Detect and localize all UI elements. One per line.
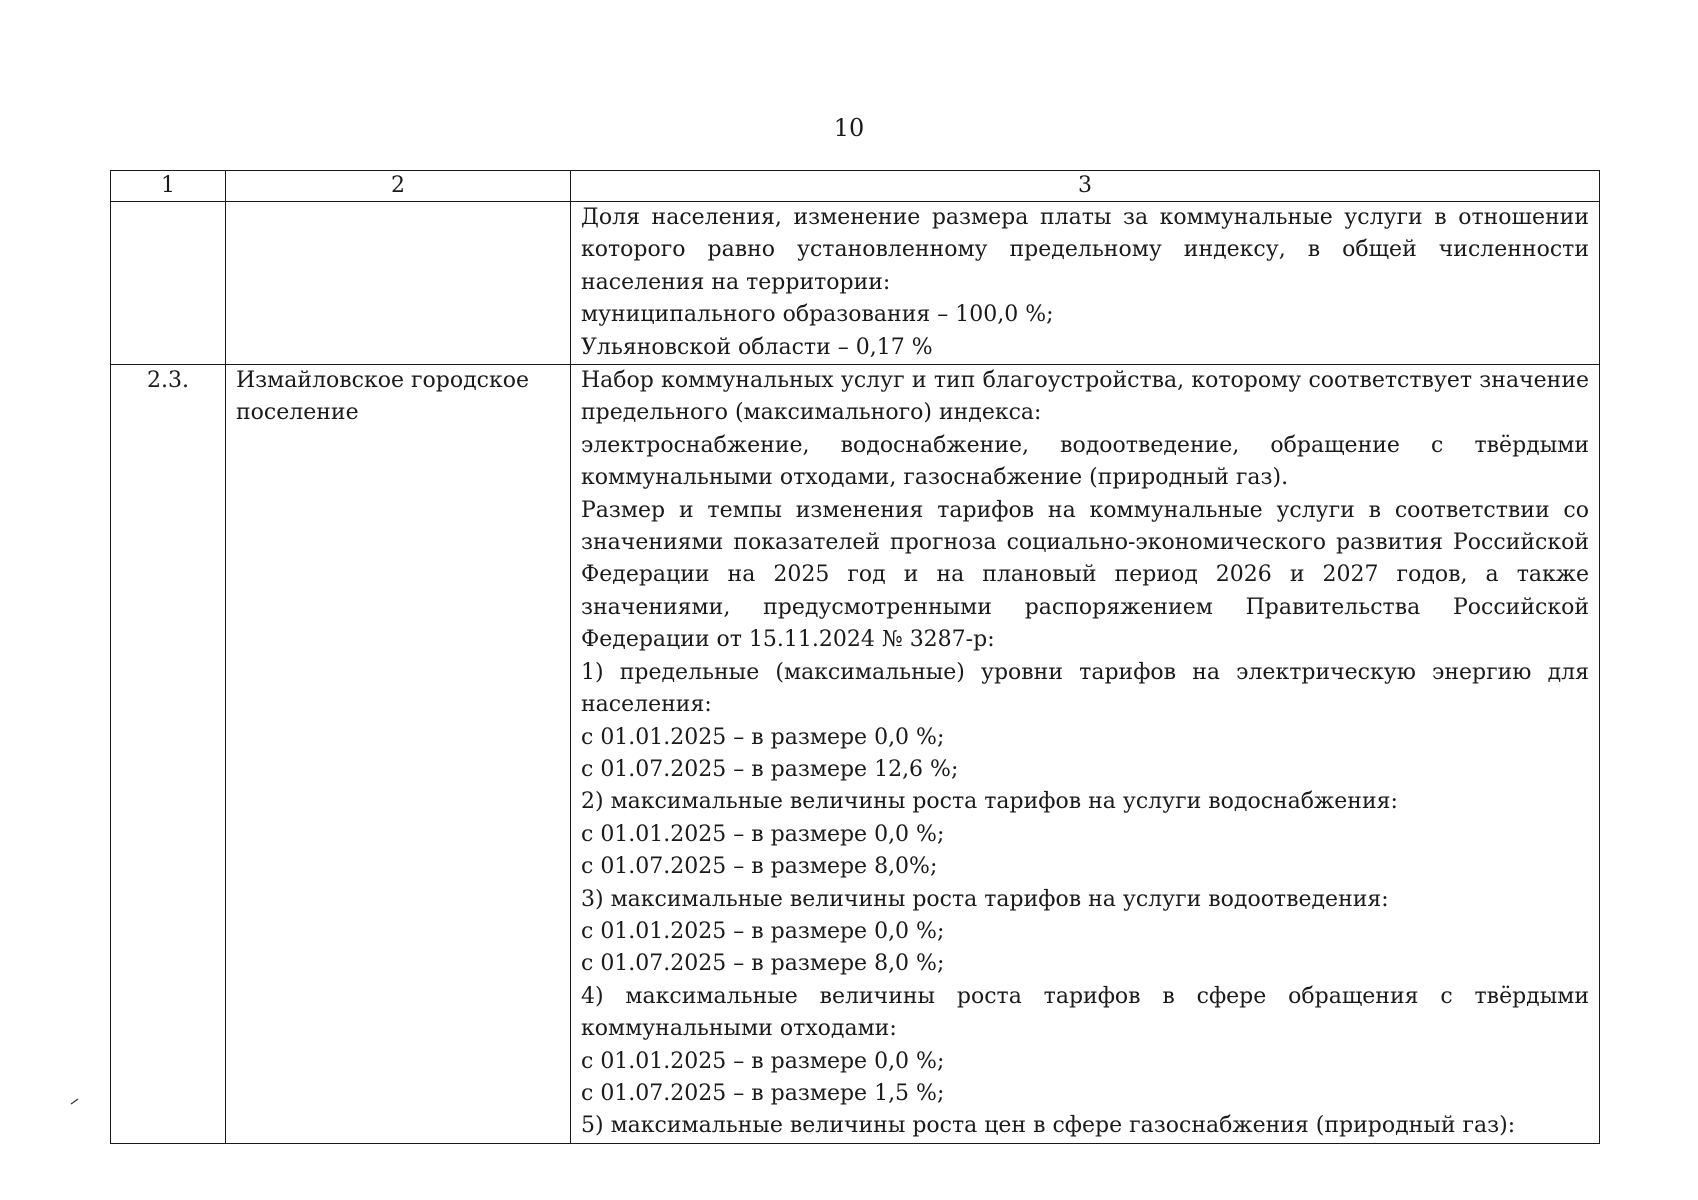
column-header-3: 3	[571, 171, 1600, 202]
content-line: с 01.01.2025 – в размере 0,0 %;	[581, 821, 945, 847]
column-header-2: 2	[226, 171, 571, 202]
table-row-continuation	[111, 202, 1600, 365]
content-line: с 01.07.2025 – в размере 1,5 %;	[581, 1080, 945, 1106]
content-line: Ульяновской области – 0,17 %	[581, 334, 933, 360]
content-paragraph: электроснабжение, водоснабжение, водоотведение, обращение с твёрдыми коммунальными отходами, газоснабжение (природный газ).	[581, 432, 1589, 491]
row-content-cell	[571, 202, 1600, 365]
content-line: 2) максимальные величины роста тарифов на услуги водоснабжения:	[581, 789, 1398, 815]
content-paragraph: 1) предельные (максимальные) уровни тарифов на электрическую энергию для населения:	[581, 659, 1589, 718]
row-content-cell	[571, 365, 1600, 1144]
tariff-table	[110, 170, 1600, 1144]
page-number: 10	[833, 114, 865, 142]
content-line: с 01.01.2025 – в размере 0,0 %;	[581, 724, 945, 750]
table-header-row	[111, 171, 1600, 202]
row-name-cell	[226, 202, 571, 365]
content-paragraph: Размер и темпы изменения тарифов на коммунальные услуги в соответствии со значениями показателей прогноза социально-экономического развития Российской Федерации на 2025 год и на плановый период 2026 и 2027 годов, а также значениями, предусмотренными распоряжением Правительства Российской Федерации от 15.11.2024 № 3287-р:	[581, 497, 1589, 653]
row-number-cell	[111, 202, 226, 365]
table-row-izmailovskoe	[111, 365, 1600, 1144]
content-paragraph: Доля населения, изменение размера платы за коммунальные услуги в отношении которого равно установленному предельному индексу, в общей численности населения на территории:	[581, 205, 1589, 295]
row-name-cell: Измайловское городское поселение	[226, 365, 571, 1144]
content-paragraph: Набор коммунальных услуг и тип благоустройства, которому соответствует значение предельного (максимального) индекса:	[581, 368, 1589, 426]
content-line: с 01.07.2025 – в размере 8,0 %;	[581, 951, 945, 977]
content-paragraph: 4) максимальные величины роста тарифов в сфере обращения с твёрдыми коммунальными отходами:	[581, 983, 1589, 1042]
content-line: 3) максимальные величины роста тарифов на услуги водоотведения:	[581, 886, 1389, 912]
content-line: 5) максимальные величины роста цен в сфере газоснабжения (природный газ):	[581, 1113, 1516, 1139]
content-line: с 01.01.2025 – в размере 0,0 %;	[581, 1048, 945, 1074]
scan-mark	[70, 1096, 80, 1106]
content-line: с 01.01.2025 – в размере 0,0 %;	[581, 918, 945, 944]
column-header-1: 1	[111, 171, 226, 202]
row-number-cell: 2.3.	[111, 365, 226, 1144]
content-line: с 01.07.2025 – в размере 12,6 %;	[581, 756, 959, 782]
content-line: муниципального образования – 100,0 %;	[581, 302, 1054, 328]
content-line: с 01.07.2025 – в размере 8,0%;	[581, 854, 938, 880]
